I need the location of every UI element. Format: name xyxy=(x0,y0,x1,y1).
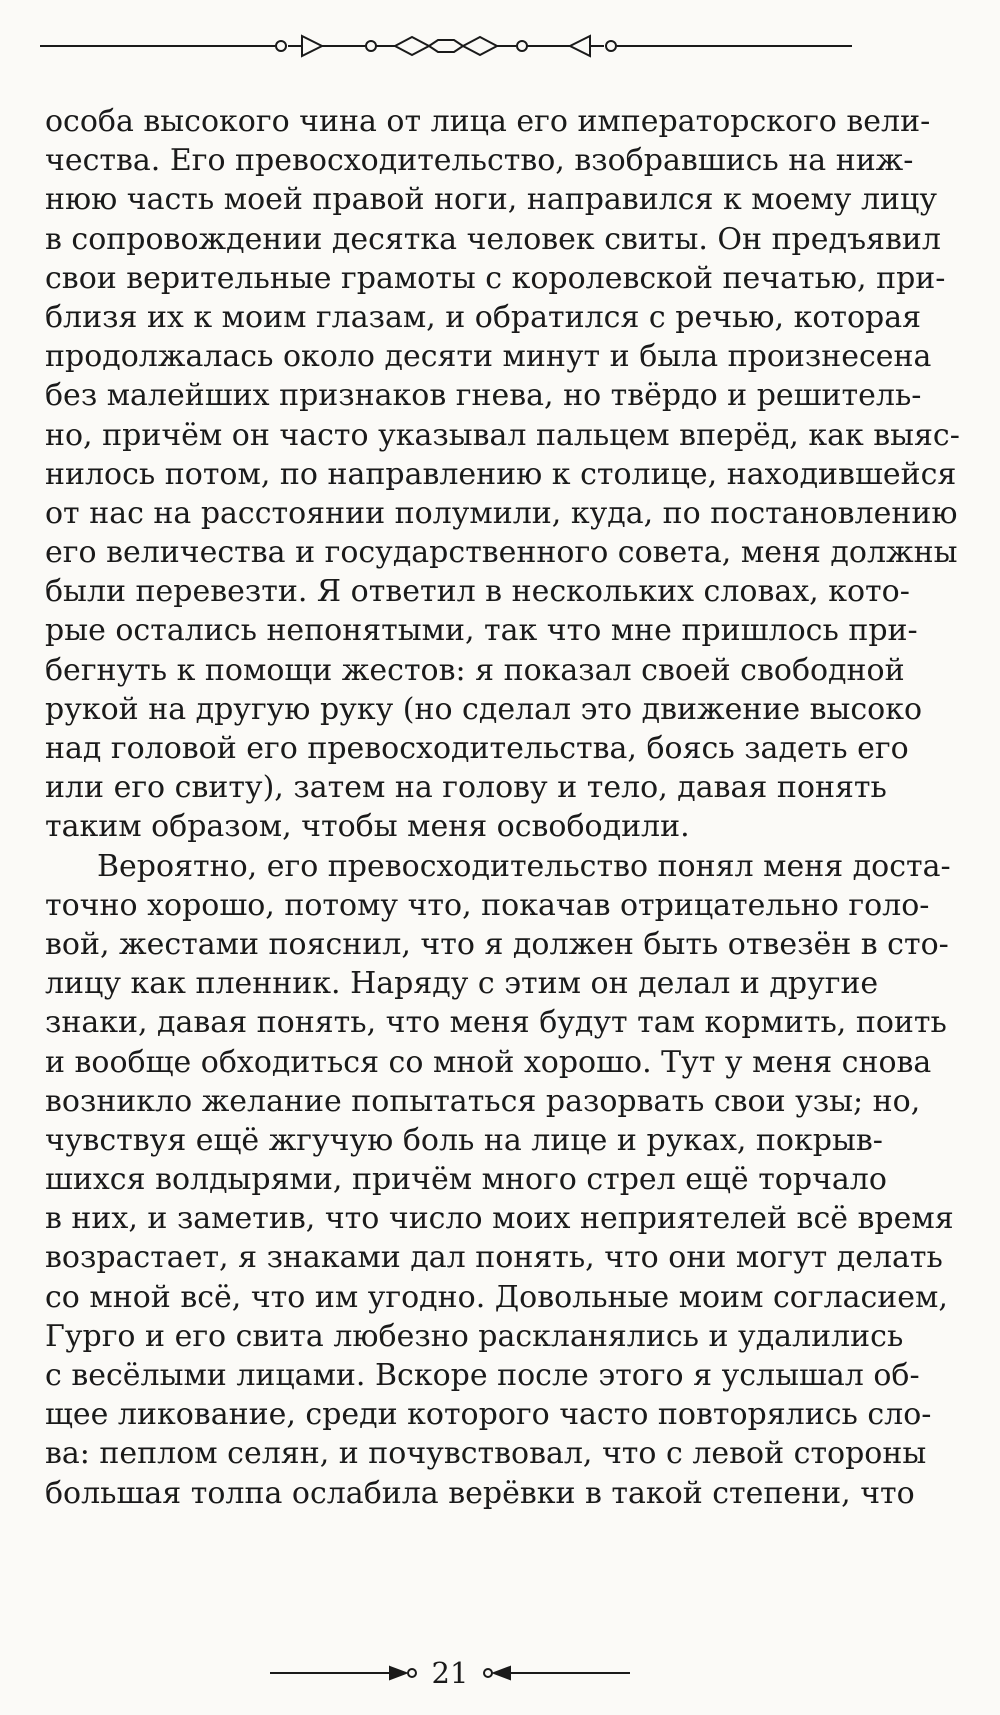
text-line: но, причём он часто указывал пальцем вперёд, как выяс- xyxy=(45,417,960,453)
text-line: и вообще обходиться со мной хорошо. Тут у меня снова xyxy=(45,1044,932,1080)
text-line: лицу как пленник. Наряду с этим он делал и другие xyxy=(45,966,879,1002)
body-text xyxy=(45,102,960,1513)
text-line: вой, жестами пояснил, что я должен быть отвезён в сто- xyxy=(45,926,949,962)
text-line: знаки, давая понять, что меня будут там кормить, поить xyxy=(45,1005,947,1041)
paragraph-2 xyxy=(45,847,954,1513)
text-line: от нас на расстоянии полумили, куда, по постановлению xyxy=(45,495,958,531)
text-line: большая толпа ослабила верёвки в такой степени, что xyxy=(45,1475,915,1511)
text-line: возникло желание попытаться разорвать свои узы; но, xyxy=(45,1083,921,1119)
page-footer xyxy=(270,1653,630,1697)
text-line: в сопровождении десятка человек свиты. Он предъявил xyxy=(45,221,941,257)
text-line: или его свиту), затем на голову и тело, давая понять xyxy=(45,770,887,806)
text-line: точно хорошо, потому что, покачав отрицательно голо- xyxy=(45,887,930,923)
text-line: чества. Его превосходительство, взобравшись на ниж- xyxy=(45,143,914,179)
text-line: рые остались непонятыми, так что мне пришлось при- xyxy=(45,613,918,649)
text-line: продолжалась около десяти минут и была произнесена xyxy=(45,339,932,375)
text-line: нилось потом, по направлению к столице, находившейся xyxy=(45,456,957,492)
top-ornament-divider xyxy=(40,28,860,64)
text-line: бегнуть к помощи жестов: я показал своей свободной xyxy=(45,652,905,688)
text-line: в них, и заметив, что число моих неприятелей всё время xyxy=(45,1201,954,1237)
text-line: Вероятно, его превосходительство понял меня доста- xyxy=(97,848,951,884)
text-line: таким образом, чтобы меня освободили. xyxy=(45,809,690,845)
text-line: чувствуя ещё жгучую боль на лице и руках, покрыв- xyxy=(45,1122,883,1158)
text-line: нюю часть моей правой ноги, направился к моему лицу xyxy=(45,182,937,218)
text-line: щее ликование, среди которого часто повторялись сло- xyxy=(45,1397,932,1433)
text-line: его величества и государственного совета, меня должны xyxy=(45,535,958,571)
text-line: шихся волдырями, причём много стрел ещё торчало xyxy=(45,1162,887,1198)
text-line: близя их к моим глазам, и обратился с речью, которая xyxy=(45,299,922,335)
text-line: со мной всё, что им угодно. Довольные моим согласием, xyxy=(45,1279,948,1315)
text-line: были перевезти. Я ответил в нескольких словах, кото- xyxy=(45,574,910,610)
text-line: ва: пеплом селян, и почувствовал, что с левой стороны xyxy=(45,1436,927,1472)
text-line: возрастает, я знаками дал понять, что они могут делать xyxy=(45,1240,943,1276)
text-line: над головой его превосходительства, боясь задеть его xyxy=(45,731,909,766)
text-line: без малейших признаков гнева, но твёрдо и решитель- xyxy=(45,378,922,414)
paragraph-1 xyxy=(45,102,960,847)
text-line: свои верительные грамоты с королевской печатью, при- xyxy=(45,260,946,296)
text-line: Гурго и его свита любезно раскланялись и удалились xyxy=(45,1318,904,1354)
page-number: 21 xyxy=(420,1653,480,1693)
text-line: особа высокого чина от лица его императорского вели- xyxy=(45,104,931,139)
text-line: рукой на другую руку (но сделал это движение высоко xyxy=(45,691,923,727)
text-line: с весёлыми лицами. Вскоре после этого я услышал об- xyxy=(45,1358,920,1393)
